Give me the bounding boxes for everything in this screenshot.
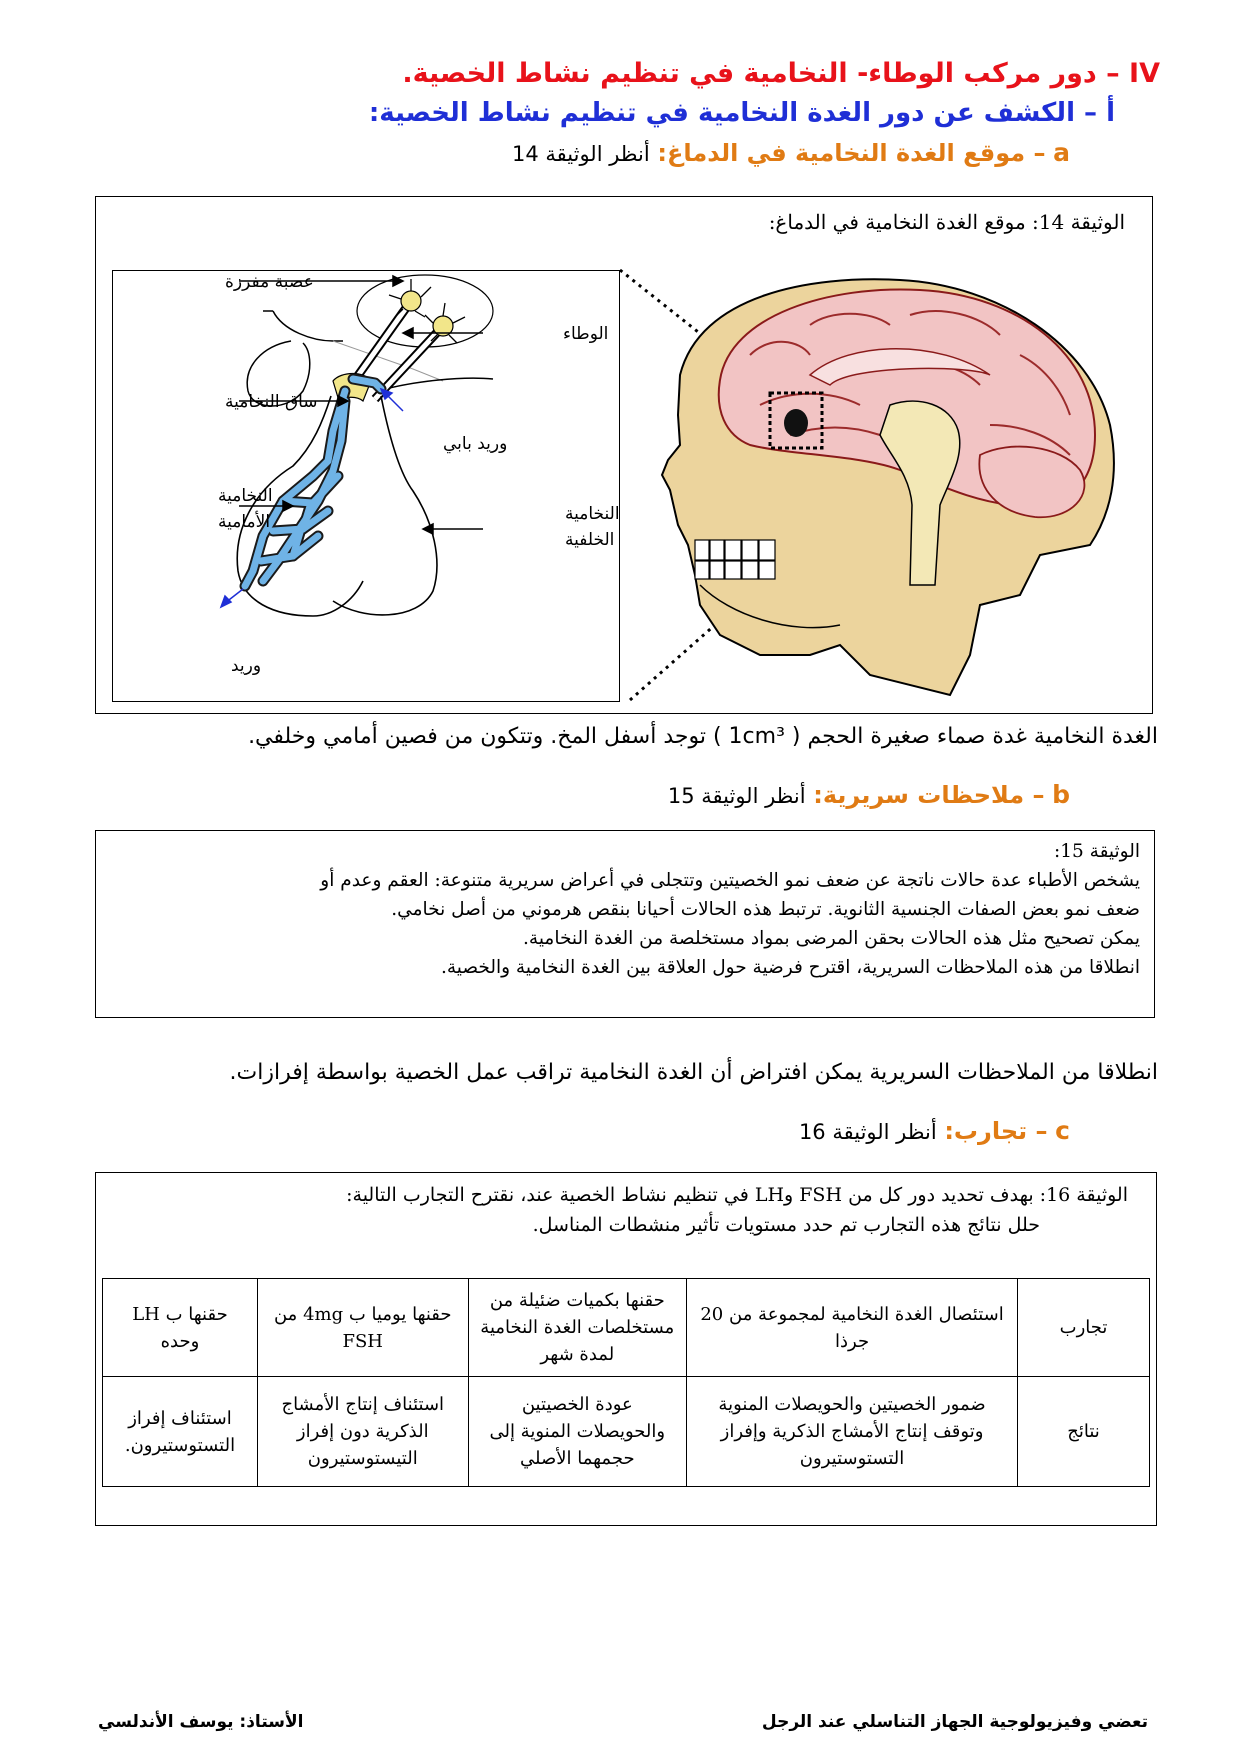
- part-letter: b: [1052, 780, 1070, 809]
- see-doc: أنظر الوثيقة 14: [511, 142, 650, 166]
- part-a-heading: [512, 138, 1070, 167]
- table-row: [103, 1377, 1150, 1487]
- footer-course: تعضي وفيزيولوجية الجهاز التناسلي عند الرجل: [761, 1712, 1148, 1732]
- table-cell: عودة الخصيتين والحويصلات المنوية إلى حجمهما الأصلي: [468, 1377, 686, 1487]
- label-anterior-1: النخامية: [218, 486, 273, 506]
- part-title: – تجارب:: [944, 1117, 1048, 1145]
- pituitary-drawing: [113, 271, 619, 701]
- head-drawing: [640, 255, 1140, 710]
- section-a-heading: أ – الكشف عن دور الغدة النخامية في تنظيم نشاط الخصية:: [368, 98, 1115, 128]
- table-cell: ضمور الخصيتين والحويصلات المنوية وتوقف إنتاج الأمشاج الذكرية وإفراز التستوستيرون: [687, 1377, 1018, 1487]
- doc14-caption: الوثيقة 14: موقع الغدة النخامية في الدماغ:: [768, 210, 1125, 234]
- doc15-line: ضعف نمو بعض الصفات الجنسية الثانوية. ترتبط هذه الحالات أحيانا بنقص هرموني من أصل نخامي.: [391, 899, 1140, 920]
- footer-teacher: الأستاذ: يوسف الأندلسي: [98, 1712, 304, 1732]
- pituitary-description: الغدة النخامية غدة صماء صغيرة الحجم ( 1cm³ ) توجد أسفل المخ. وتتكون من فصين أمامي وخلفي.: [248, 724, 1158, 749]
- doc15-line: انطلاقا من هذه الملاحظات السريرية، اقترح فرضية حول العلاقة بين الغدة النخامية والخصية.: [440, 957, 1140, 978]
- doc16-instruction: حلل نتائج هذه التجارب تم حدد مستويات تأثير منشطات المناسل.: [532, 1214, 1040, 1236]
- row-header: نتائج: [1018, 1377, 1150, 1487]
- part-b-heading: [668, 780, 1070, 809]
- table-cell: حقنها ب LH وحده: [103, 1279, 258, 1377]
- experiments-table: [102, 1278, 1150, 1487]
- see-doc: أنظر الوثيقة 15: [667, 784, 806, 808]
- part-title: – موقع الغدة النخامية في الدماغ:: [657, 139, 1046, 167]
- section-iv-heading: IV – دور مركب الوطاء- النخامية في تنظيم نشاط الخصية.: [402, 58, 1160, 89]
- table-cell: حقنها بكميات ضئيلة من مستخلصات الغدة النخامية لمدة شهر: [468, 1279, 686, 1377]
- part-letter: c: [1055, 1116, 1070, 1145]
- table-cell: استئناف إفراز التستوستيرون.: [103, 1377, 258, 1487]
- part-c-heading: [799, 1116, 1070, 1145]
- hypothesis-text: انطلاقا من الملاحظات السريرية يمكن افتراض أن الغدة النخامية تراقب عمل الخصية بواسطة إفرازات.: [229, 1060, 1158, 1085]
- part-title: – ملاحظات سريرية:: [813, 781, 1045, 809]
- doc15-line: الوثيقة 15:: [1053, 841, 1140, 862]
- doc15-line: يشخص الأطباء عدة حالات ناتجة عن ضعف نمو الخصيتين وتتجلى في أعراض سريرية متنوعة: العقم وعدم أو: [320, 870, 1140, 891]
- part-letter: a: [1053, 138, 1070, 167]
- label-portal-vein: وريد بابي: [443, 434, 508, 454]
- doc15-box: [95, 830, 1155, 1018]
- label-neurosecretory: عصبة مفرزة: [225, 272, 314, 292]
- table-row: [103, 1279, 1150, 1377]
- label-anterior-2: الأمامية: [218, 512, 271, 532]
- label-posterior-2: الخلفية: [565, 530, 615, 550]
- head-section-illustration: [640, 255, 1140, 710]
- label-vein: وريد: [231, 656, 262, 676]
- row-header: تجارب: [1018, 1279, 1150, 1377]
- label-stalk: ساق النخامية: [225, 392, 318, 412]
- see-doc: أنظر الوثيقة 16: [798, 1120, 937, 1144]
- table-cell: استئناف إنتاج الأمشاج الذكرية دون إفراز التيستوستيرون: [257, 1377, 468, 1487]
- table-cell: استئصال الغدة النخامية لمجموعة من 20 جرذا: [687, 1279, 1018, 1377]
- doc16-intro: الوثيقة 16: بهدف تحديد دور كل من FSH وLH في تنظيم نشاط الخصية عند، نقترح التجارب التالية:: [346, 1184, 1128, 1206]
- doc15-line: يمكن تصحيح مثل هذه الحالات بحقن المرضى بمواد مستخلصة من الغدة النخامية.: [523, 928, 1140, 949]
- table-cell: حقنها يوميا ب 4mg من FSH: [257, 1279, 468, 1377]
- label-hypothalamus: الوطاء: [563, 324, 609, 344]
- pituitary-diagram: [112, 270, 620, 702]
- label-posterior-1: النخامية: [565, 504, 619, 524]
